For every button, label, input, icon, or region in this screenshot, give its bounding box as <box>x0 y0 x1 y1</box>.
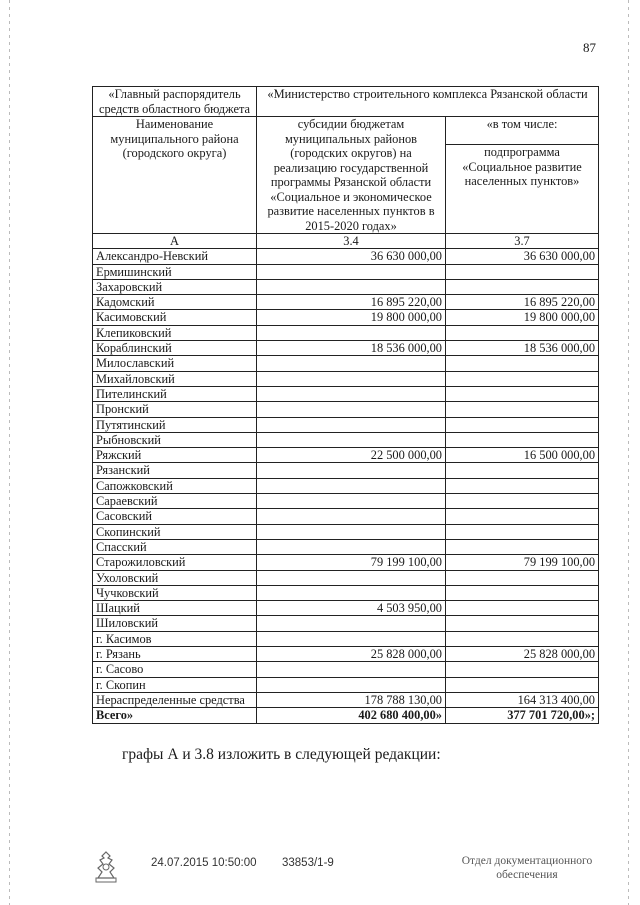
municipality-name: Рязанский <box>93 463 257 478</box>
total-subsidy-value: 402 680 400,00» <box>257 708 446 724</box>
subprogram-value <box>446 585 599 600</box>
footer-department-stamp <box>452 854 602 882</box>
municipality-name: г. Касимов <box>93 631 257 646</box>
budget-table <box>92 86 599 724</box>
amendment-note: графы А и 3.8 изложить в следующей редакции: <box>122 746 441 763</box>
municipality-name: г. Рязань <box>93 647 257 662</box>
col-subprogram-header: подпрограмма «Социальное развитие населенных пунктов» <box>446 145 599 234</box>
table-row <box>93 494 599 509</box>
total-row <box>93 708 599 724</box>
table-row <box>93 631 599 646</box>
footer-dept-line1: Отдел документационного <box>461 855 593 867</box>
table-row <box>93 371 599 386</box>
municipality-name: Михайловский <box>93 371 257 386</box>
code-a: А <box>93 234 257 249</box>
municipality-name: Ряжский <box>93 448 257 463</box>
subsidy-value <box>257 264 446 279</box>
subsidy-value <box>257 539 446 554</box>
municipality-name: Сараевский <box>93 494 257 509</box>
subsidy-value <box>257 662 446 677</box>
municipality-name: Пителинский <box>93 386 257 401</box>
footer-dept-line2: обеспечения <box>496 869 558 881</box>
code-37: 3.7 <box>446 234 599 249</box>
subprogram-value <box>446 417 599 432</box>
subsidy-value <box>257 494 446 509</box>
municipality-name: Ермишинский <box>93 264 257 279</box>
subprogram-value <box>446 601 599 616</box>
table-row <box>93 402 599 417</box>
municipality-name: Шиловский <box>93 616 257 631</box>
subprogram-value: 18 536 000,00 <box>446 341 599 356</box>
subsidy-value: 178 788 130,00 <box>257 692 446 707</box>
code-34: 3.4 <box>257 234 446 249</box>
subprogram-value <box>446 524 599 539</box>
subprogram-value: 16 895 220,00 <box>446 295 599 310</box>
table-row <box>93 310 599 325</box>
subsidy-value: 18 536 000,00 <box>257 341 446 356</box>
subprogram-value <box>446 432 599 447</box>
subsidy-value: 25 828 000,00 <box>257 647 446 662</box>
municipality-name: Спасский <box>93 539 257 554</box>
subsidy-value <box>257 585 446 600</box>
subprogram-value <box>446 402 599 417</box>
subsidy-value <box>257 371 446 386</box>
distributor-value: «Министерство строительного комплекса Рязанской области <box>257 87 599 117</box>
subprogram-value <box>446 356 599 371</box>
footer-doc-code: 33853/1-9 <box>282 857 334 869</box>
subsidy-value <box>257 478 446 493</box>
subprogram-value: 16 500 000,00 <box>446 448 599 463</box>
table-row <box>93 463 599 478</box>
table-row <box>93 341 599 356</box>
table-row <box>93 692 599 707</box>
municipality-name: Александро-Невский <box>93 249 257 264</box>
total-subprogram-value: 377 701 720,00»; <box>446 708 599 724</box>
municipality-name: Касимовский <box>93 310 257 325</box>
subsidy-value: 22 500 000,00 <box>257 448 446 463</box>
table-row <box>93 677 599 692</box>
subsidy-value: 19 800 000,00 <box>257 310 446 325</box>
municipality-name: Скопинский <box>93 524 257 539</box>
coat-of-arms-icon <box>92 850 120 884</box>
subprogram-value: 19 800 000,00 <box>446 310 599 325</box>
column-header-row <box>93 117 599 145</box>
subsidy-value <box>257 279 446 294</box>
table-row <box>93 524 599 539</box>
subsidy-value <box>257 631 446 646</box>
subprogram-value: 36 630 000,00 <box>446 249 599 264</box>
municipality-name: Захаровский <box>93 279 257 294</box>
subprogram-value <box>446 570 599 585</box>
municipality-name: Путятинский <box>93 417 257 432</box>
col-subsidy-header: субсидии бюджетам муниципальных районов (городских округов) на реализацию государственной программы Рязанской области «Социальное и экономическое развитие населенных пунктов в 2015-2020 годах» <box>257 117 446 234</box>
municipality-name: Пронский <box>93 402 257 417</box>
subprogram-value <box>446 463 599 478</box>
page-number: 87 <box>583 40 596 55</box>
table-row <box>93 478 599 493</box>
subprogram-value <box>446 631 599 646</box>
municipality-name: Кораблинский <box>93 341 257 356</box>
subsidy-value: 16 895 220,00 <box>257 295 446 310</box>
distributor-row <box>93 87 599 117</box>
table-row <box>93 432 599 447</box>
subprogram-value <box>446 616 599 631</box>
table-row <box>93 356 599 371</box>
subsidy-value <box>257 386 446 401</box>
subprogram-value: 79 199 100,00 <box>446 555 599 570</box>
table-row <box>93 279 599 294</box>
col-including-header: «в том числе: <box>446 117 599 145</box>
subprogram-value <box>446 478 599 493</box>
subsidy-value <box>257 432 446 447</box>
subprogram-value <box>446 325 599 340</box>
subsidy-value <box>257 402 446 417</box>
municipality-name: Сапожковский <box>93 478 257 493</box>
table-row <box>93 264 599 279</box>
subprogram-value <box>446 494 599 509</box>
municipality-name: Милославский <box>93 356 257 371</box>
scan-artifact-left <box>9 0 10 905</box>
subsidy-value <box>257 417 446 432</box>
col-municipality-header: Наименование муниципального района (городского округа) <box>93 117 257 234</box>
subsidy-value <box>257 616 446 631</box>
table-row <box>93 570 599 585</box>
municipality-name: Нераспределенные средства <box>93 692 257 707</box>
subsidy-value <box>257 677 446 692</box>
subsidy-value <box>257 524 446 539</box>
subsidy-value: 36 630 000,00 <box>257 249 446 264</box>
total-label: Всего» <box>93 708 257 724</box>
subsidy-value: 79 199 100,00 <box>257 555 446 570</box>
distributor-label: «Главный распорядитель средств областного бюджета <box>93 87 257 117</box>
subsidy-value <box>257 356 446 371</box>
table-row <box>93 417 599 432</box>
table-row <box>93 448 599 463</box>
subprogram-value <box>446 279 599 294</box>
table-row <box>93 539 599 554</box>
table-row <box>93 325 599 340</box>
subprogram-value <box>446 386 599 401</box>
municipality-name: Сасовский <box>93 509 257 524</box>
subprogram-value <box>446 662 599 677</box>
subsidy-value: 4 503 950,00 <box>257 601 446 616</box>
subprogram-value <box>446 371 599 386</box>
table-row <box>93 386 599 401</box>
municipality-name: Старожиловский <box>93 555 257 570</box>
table-row <box>93 295 599 310</box>
scan-artifact-right <box>628 0 629 905</box>
subprogram-value <box>446 539 599 554</box>
table-row <box>93 601 599 616</box>
subsidy-value <box>257 325 446 340</box>
subprogram-value: 164 313 400,00 <box>446 692 599 707</box>
column-codes-row <box>93 234 599 249</box>
subsidy-value <box>257 570 446 585</box>
municipality-name: г. Скопин <box>93 677 257 692</box>
table-row <box>93 647 599 662</box>
municipality-name: Клепиковский <box>93 325 257 340</box>
municipality-name: Ухоловский <box>93 570 257 585</box>
table-row <box>93 616 599 631</box>
municipality-name: Рыбновский <box>93 432 257 447</box>
table-row <box>93 662 599 677</box>
subsidy-value <box>257 463 446 478</box>
municipality-name: Кадомский <box>93 295 257 310</box>
table-row <box>93 555 599 570</box>
table-row <box>93 585 599 600</box>
subprogram-value: 25 828 000,00 <box>446 647 599 662</box>
subsidy-value <box>257 509 446 524</box>
municipality-name: Шацкий <box>93 601 257 616</box>
municipality-name: г. Сасово <box>93 662 257 677</box>
table-row <box>93 249 599 264</box>
footer-date: 24.07.2015 10:50:00 <box>151 857 257 869</box>
table-row <box>93 509 599 524</box>
subprogram-value <box>446 264 599 279</box>
subprogram-value <box>446 509 599 524</box>
municipality-name: Чучковский <box>93 585 257 600</box>
subprogram-value <box>446 677 599 692</box>
